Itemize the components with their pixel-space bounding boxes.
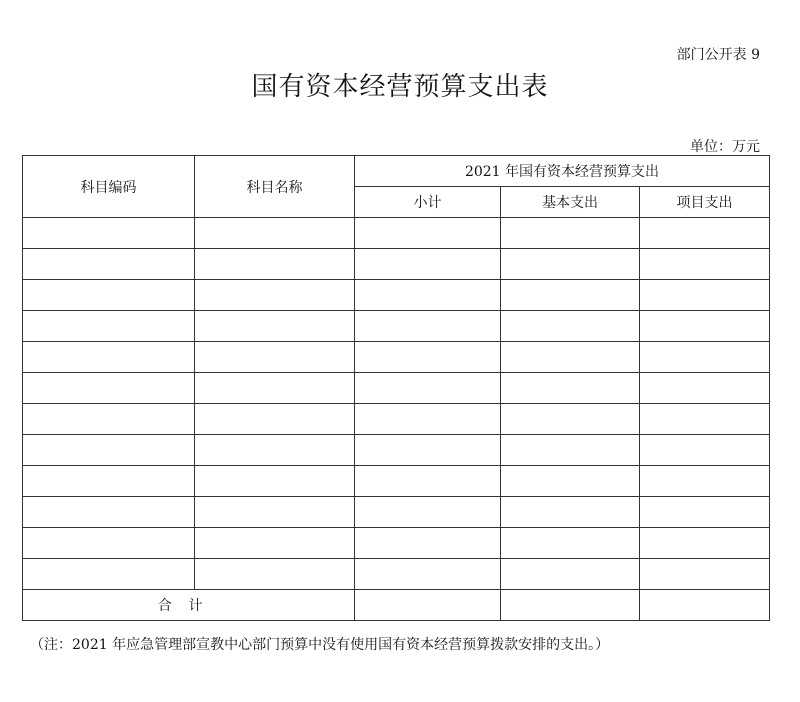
cell-subtotal xyxy=(355,435,501,466)
cell-subtotal xyxy=(355,218,501,249)
header-subject-code: 科目编码 xyxy=(23,156,195,218)
cell-subject-name xyxy=(195,404,355,435)
table-row xyxy=(23,373,770,404)
cell-subject-name xyxy=(195,218,355,249)
unit-label: 单位：万元 xyxy=(690,139,760,155)
cell-subject-name xyxy=(195,373,355,404)
table-row xyxy=(23,497,770,528)
cell-project xyxy=(640,559,770,590)
cell-basic xyxy=(501,497,640,528)
page-title: 国有资本经营预算支出表 xyxy=(251,72,549,102)
cell-project xyxy=(640,249,770,280)
table-row xyxy=(23,342,770,373)
cell-subject-code xyxy=(23,342,195,373)
cell-subject-code xyxy=(23,559,195,590)
cell-subtotal xyxy=(355,466,501,497)
header-subject-name: 科目名称 xyxy=(195,156,355,218)
cell-subject-code xyxy=(23,249,195,280)
header-project-expenditure: 项目支出 xyxy=(640,187,770,218)
table-row xyxy=(23,218,770,249)
table-row xyxy=(23,466,770,497)
cell-subtotal xyxy=(355,342,501,373)
total-row xyxy=(23,590,770,621)
total-basic xyxy=(501,590,640,621)
cell-subject-code xyxy=(23,497,195,528)
cell-subject-name xyxy=(195,497,355,528)
cell-subject-code xyxy=(23,373,195,404)
cell-subject-code xyxy=(23,218,195,249)
cell-basic xyxy=(501,249,640,280)
cell-project xyxy=(640,311,770,342)
cell-subject-code xyxy=(23,435,195,466)
cell-basic xyxy=(501,311,640,342)
cell-subtotal xyxy=(355,280,501,311)
header-expenditure-group: 2021 年国有资本经营预算支出 xyxy=(355,156,770,187)
cell-project xyxy=(640,342,770,373)
footnote: （注：2021 年应急管理部宣教中心部门预算中没有使用国有资本经营预算拨款安排的支出。） xyxy=(30,637,610,653)
cell-basic xyxy=(501,218,640,249)
total-label: 合计 xyxy=(23,590,355,621)
cell-project xyxy=(640,466,770,497)
cell-basic xyxy=(501,559,640,590)
total-subtotal xyxy=(355,590,501,621)
cell-project xyxy=(640,435,770,466)
budget-table xyxy=(22,155,770,621)
cell-subject-name xyxy=(195,342,355,373)
header-basic-expenditure: 基本支出 xyxy=(501,187,640,218)
cell-project xyxy=(640,280,770,311)
table-row xyxy=(23,404,770,435)
cell-basic xyxy=(501,280,640,311)
table-row xyxy=(23,559,770,590)
table-row xyxy=(23,311,770,342)
cell-subtotal xyxy=(355,311,501,342)
cell-basic xyxy=(501,404,640,435)
cell-basic xyxy=(501,528,640,559)
header-subtotal: 小计 xyxy=(355,187,501,218)
cell-subtotal xyxy=(355,249,501,280)
cell-subject-name xyxy=(195,435,355,466)
cell-subtotal xyxy=(355,497,501,528)
document-label: 部门公开表 9 xyxy=(676,47,760,63)
cell-subject-name xyxy=(195,311,355,342)
cell-subject-name xyxy=(195,466,355,497)
cell-project xyxy=(640,373,770,404)
cell-subject-name xyxy=(195,280,355,311)
cell-subject-code xyxy=(23,280,195,311)
cell-subject-code xyxy=(23,311,195,342)
cell-project xyxy=(640,528,770,559)
cell-subject-name xyxy=(195,559,355,590)
cell-basic xyxy=(501,342,640,373)
cell-subject-name xyxy=(195,528,355,559)
cell-project xyxy=(640,218,770,249)
cell-basic xyxy=(501,373,640,404)
cell-subject-code xyxy=(23,528,195,559)
cell-basic xyxy=(501,435,640,466)
cell-subject-code xyxy=(23,404,195,435)
cell-subtotal xyxy=(355,404,501,435)
cell-subject-name xyxy=(195,249,355,280)
cell-project xyxy=(640,404,770,435)
table-row xyxy=(23,280,770,311)
table-body xyxy=(23,218,770,621)
cell-project xyxy=(640,497,770,528)
table-row xyxy=(23,435,770,466)
cell-subtotal xyxy=(355,373,501,404)
cell-subject-code xyxy=(23,466,195,497)
cell-basic xyxy=(501,466,640,497)
cell-subtotal xyxy=(355,559,501,590)
total-project xyxy=(640,590,770,621)
table-row xyxy=(23,249,770,280)
cell-subtotal xyxy=(355,528,501,559)
table-row xyxy=(23,528,770,559)
